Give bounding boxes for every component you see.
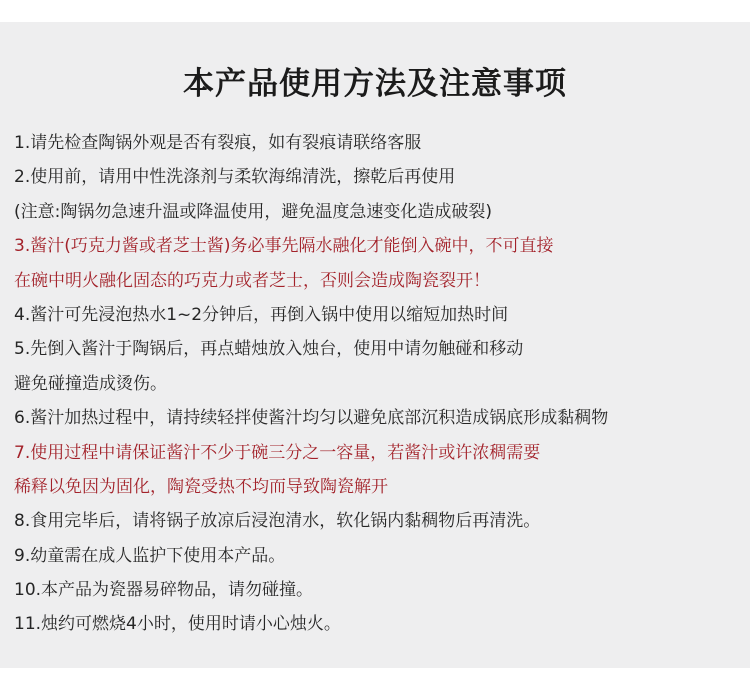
instruction-line: 6.酱汁加热过程中，请持续轻拌使酱汁均匀以避免底部沉积造成锅底形成黏稠物: [14, 408, 609, 429]
page-title: 本产品使用方法及注意事项: [183, 66, 567, 102]
instruction-line: 9.幼童需在成人监护下使用本产品。: [14, 545, 286, 566]
instruction-line-warning: 稀释以免因为固化，陶瓷受热不均而导致陶瓷解开: [14, 476, 388, 497]
instruction-line: 4.酱汁可先浸泡热水1~2分钟后，再倒入锅中使用以缩短加热时间: [14, 304, 509, 325]
instruction-line: 1.请先检查陶锅外观是否有裂痕，如有裂痕请联络客服: [14, 133, 422, 153]
instruction-line-warning: 在碗中明火融化固态的巧克力或者芝士，否则会造成陶瓷裂开！: [14, 270, 490, 291]
instruction-line: 5.先倒入酱汁于陶锅后，再点蜡烛放入烛台，使用中请勿触碰和移动: [14, 339, 524, 360]
instruction-line-warning: 3.酱汁(巧克力酱或者芝士酱)务必事先隔水融化才能倒入碗中，不可直接: [14, 236, 554, 257]
instructions-list: [14, 126, 744, 642]
instructions-panel: [0, 22, 750, 668]
instruction-line-warning: 7.使用过程中请保证酱汁不少于碗三分之一容量，若酱汁或许浓稠需要: [14, 442, 541, 463]
instruction-line: 避免碰撞造成烫伤。: [14, 373, 167, 394]
instruction-line: 8.食用完毕后，请将锅子放凉后浸泡清水，软化锅内黏稠物后再清洗。: [14, 511, 541, 532]
instruction-line: 2.使用前，请用中性洗涤剂与柔软海绵清洗，擦乾后再使用: [14, 167, 456, 188]
instruction-line: (注意:陶锅勿急速升温或降温使用，避免温度急速变化造成破裂): [14, 201, 492, 222]
instruction-line: 11.烛约可燃烧4小时，使用时请小心烛火。: [14, 614, 341, 635]
instruction-line: 10.本产品为瓷器易碎物品，请勿碰撞。: [14, 580, 314, 601]
